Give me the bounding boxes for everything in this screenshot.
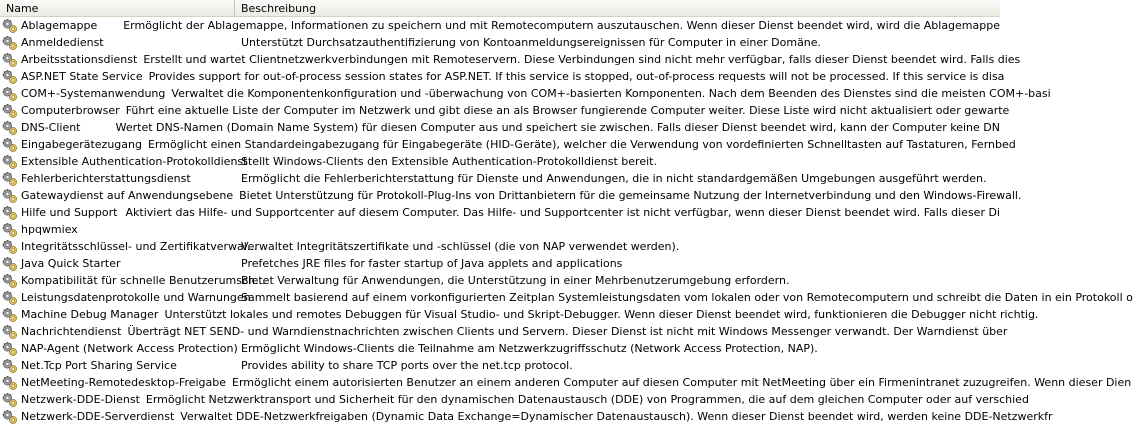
service-gear-icon bbox=[2, 273, 18, 289]
service-gear-icon bbox=[2, 358, 18, 374]
service-name-cell bbox=[0, 153, 248, 170]
service-name: Net.Tcp Port Sharing Service bbox=[21, 359, 177, 372]
service-name-cell bbox=[0, 51, 137, 68]
service-row[interactable] bbox=[0, 102, 1010, 119]
service-description: Stellt Windows-Clients den Extensible Authentication-Protokolldienst bereit. bbox=[241, 155, 657, 168]
service-gear-icon bbox=[2, 188, 18, 204]
column-header bbox=[0, 0, 1000, 17]
service-name-cell bbox=[0, 136, 142, 153]
service-row[interactable] bbox=[0, 374, 1132, 391]
service-name-cell bbox=[0, 238, 258, 255]
service-name: Gatewaydienst auf Anwendungsebene bbox=[21, 189, 234, 202]
service-row[interactable] bbox=[0, 340, 1000, 357]
service-description: Bietet Verwaltung für Anwendungen, die Unterstützung in einer Mehrbenutzerumgebung erfordern. bbox=[241, 274, 790, 287]
service-name: Ablagemappe bbox=[21, 19, 98, 32]
service-name: hpqwmiex bbox=[21, 223, 78, 236]
service-name: NAP-Agent (Network Access Protection) bbox=[21, 342, 238, 355]
service-name-cell bbox=[0, 170, 235, 187]
service-description: Unterstützt lokales und remotes Debuggen für Visual Studio- und Skript-Debugger. Wenn dieser Dienst beendet wird, funktionieren die Debugger nicht richtig. bbox=[164, 308, 1039, 321]
service-name-cell bbox=[0, 102, 120, 119]
service-gear-icon bbox=[2, 18, 18, 34]
service-row[interactable] bbox=[0, 17, 1000, 34]
service-row[interactable] bbox=[0, 221, 1000, 238]
service-name-cell bbox=[0, 34, 235, 51]
service-name: Kompatibilität für schnelle Benutzerumsch... bbox=[21, 274, 266, 287]
service-name: Computerbrowser bbox=[21, 104, 120, 117]
service-description: Wertet DNS-Namen (Domain Name System) für diesen Computer aus und speichert sie zwischen. Falls dieser Dienst beendet wird, kann der Computer keine DN bbox=[115, 121, 1000, 134]
service-row[interactable] bbox=[0, 85, 1051, 102]
service-description: Ermöglicht die Fehlerberichterstattung für Dienste und Anwendungen, die in nicht standardgemäßen Umgebungen ausgeführt werden. bbox=[241, 172, 987, 185]
column-header-name[interactable]: Name bbox=[0, 0, 235, 17]
service-name: Fehlerberichterstattungsdienst bbox=[21, 172, 191, 185]
service-row[interactable] bbox=[0, 136, 1016, 153]
service-description: Unterstützt Durchsatzauthentifizierung von Kontoanmeldungsereignissen für Computer in einer Domäne. bbox=[241, 36, 822, 49]
service-name-cell bbox=[0, 255, 235, 272]
service-row[interactable] bbox=[0, 306, 1039, 323]
service-name: Java Quick Starter bbox=[21, 257, 121, 270]
service-description: Prefetches JRE files for faster startup of Java applets and applications bbox=[241, 257, 623, 270]
service-row[interactable] bbox=[0, 68, 1005, 85]
service-name-cell bbox=[0, 68, 143, 85]
service-gear-icon bbox=[2, 69, 18, 85]
service-name-cell bbox=[0, 17, 117, 34]
service-row[interactable] bbox=[0, 170, 1000, 187]
service-gear-icon bbox=[2, 290, 18, 306]
service-description bbox=[235, 221, 1000, 238]
service-name: Leistungsdatenprotokolle und Warnungen bbox=[21, 291, 251, 304]
service-gear-icon bbox=[2, 375, 18, 391]
service-description: Ermöglicht der Ablagemappe, Informationen zu speichern und mit Remotecomputern auszutauschen. Wenn dieser Dienst beendet wird, wird die Ablagemappe bbox=[123, 19, 1000, 32]
service-description: Führt eine aktuelle Liste der Computer im Netzwerk und gibt diese an als Browser fungierende Computer weiter. Diese Liste wird nicht aktualisiert oder gewarte bbox=[125, 104, 1010, 117]
service-description: Überträgt NET SEND- und Warndienstnachrichten zwischen Clients und Servern. Dieser Dienst ist nicht mit Windows Messenger verwandt. Der Warndienst über bbox=[127, 325, 1008, 338]
service-description: Ermöglicht einem autorisierten Benutzer an einem anderen Computer auf diesen Computer mit NetMeeting über ein Firmenintranet zuzugreifen. Wenn dieser Dien bbox=[232, 376, 1132, 389]
service-name: Nachrichtendienst bbox=[21, 325, 122, 338]
service-row[interactable] bbox=[0, 408, 1053, 425]
service-row[interactable] bbox=[0, 204, 1000, 221]
service-name: NetMeeting-Remotedesktop-Freigabe bbox=[21, 376, 227, 389]
service-name: Eingabegerätezugang bbox=[21, 138, 142, 151]
service-name: Integritätsschlüssel- und Zertifikatverwal... bbox=[21, 240, 258, 253]
service-row[interactable] bbox=[0, 238, 1000, 255]
service-name-cell bbox=[0, 289, 251, 306]
service-gear-icon bbox=[2, 103, 18, 119]
service-description: Ermöglicht Windows-Clients die Teilnahme am Netzwerkzugriffsschutz (Network Access Protection, NAP). bbox=[241, 342, 818, 355]
service-name: DNS-Client bbox=[21, 121, 81, 134]
service-description: Bietet Unterstützung für Protokoll-Plug-Ins von Drittanbietern für die gemeinsame Nutzung der Internetverbindung und den Windows-Firewall. bbox=[239, 189, 1022, 202]
service-row[interactable] bbox=[0, 153, 1000, 170]
service-description: Aktiviert das Hilfe- und Supportcenter auf diesem Computer. Das Hilfe- und Supportcenter ist nicht verfügbar, wenn dieser Dienst beendet wird. Falls dieser Di bbox=[125, 206, 1000, 219]
service-gear-icon bbox=[2, 171, 18, 187]
service-row[interactable] bbox=[0, 323, 1008, 340]
service-name: Anmeldedienst bbox=[21, 36, 104, 49]
service-description: Ermöglicht Netzwerktransport und Sicherheit für den dynamischen Datenaustausch (DDE) von Programmen, die auf dem gleichen Computer oder auf verschied bbox=[145, 393, 1029, 406]
service-description: Verwaltet die Komponentenkonfiguration und -überwachung von COM+-basierten Komponenten. Nach dem Beenden des Dienstes sind die meisten COM+-basi bbox=[171, 87, 1051, 100]
service-name-cell bbox=[0, 306, 158, 323]
service-name-cell bbox=[0, 85, 165, 102]
service-row[interactable] bbox=[0, 357, 1000, 374]
service-row[interactable] bbox=[0, 391, 1029, 408]
service-name: Extensible Authentication-Protokolldienst bbox=[21, 155, 248, 168]
service-gear-icon bbox=[2, 307, 18, 323]
service-gear-icon bbox=[2, 324, 18, 340]
service-gear-icon bbox=[2, 409, 18, 425]
service-description: Sammelt basierend auf einem vorkonfigurierten Zeitplan Systemleistungsdaten vom lokalen oder von Remotecomputern und schreibt die Daten in ein Protokoll o bbox=[241, 291, 1133, 304]
service-description: Erstellt und wartet Clientnetzwerkverbindungen mit Remoteservern. Diese Verbindungen sind nicht mehr verfügbar, falls dieser Dienst beendet wird. Falls dies bbox=[143, 53, 1021, 66]
service-gear-icon bbox=[2, 154, 18, 170]
service-gear-icon bbox=[2, 256, 18, 272]
service-name-cell bbox=[0, 221, 235, 238]
service-gear-icon bbox=[2, 392, 18, 408]
service-name: ASP.NET State Service bbox=[21, 70, 143, 83]
service-gear-icon bbox=[2, 205, 18, 221]
service-row[interactable] bbox=[0, 119, 1000, 136]
service-name-cell bbox=[0, 272, 266, 289]
service-name-cell bbox=[0, 357, 235, 374]
service-gear-icon bbox=[2, 137, 18, 153]
service-name: Machine Debug Manager bbox=[21, 308, 159, 321]
service-description: Ermöglicht einen Standardeingabezugang für Eingabegeräte (HID-Geräte), welcher die Verwendung von vordefinierten Schnelltasten auf Tastaturen, Fernbed bbox=[147, 138, 1016, 151]
service-row[interactable] bbox=[0, 187, 1022, 204]
service-gear-icon bbox=[2, 239, 18, 255]
service-gear-icon bbox=[2, 341, 18, 357]
service-name: Netzwerk-DDE-Dienst bbox=[21, 393, 140, 406]
service-description: Provides ability to share TCP ports over the net.tcp protocol. bbox=[241, 359, 573, 372]
service-name: Netzwerk-DDE-Serverdienst bbox=[21, 410, 175, 423]
service-description: Provides support for out-of-process session states for ASP.NET. If this service is stopped, out-of-process requests will not be processed. If this service is disa bbox=[148, 70, 1005, 83]
service-name-cell bbox=[0, 408, 174, 425]
service-gear-icon bbox=[2, 86, 18, 102]
service-row[interactable] bbox=[0, 51, 1021, 68]
service-name-cell bbox=[0, 204, 120, 221]
service-name: Hilfe und Support bbox=[21, 206, 118, 219]
service-name-cell bbox=[0, 119, 110, 136]
service-description: Verwaltet Integritätszertifikate und -schlüssel (die von NAP verwendet werden). bbox=[241, 240, 680, 253]
service-gear-icon bbox=[2, 120, 18, 136]
column-header-description[interactable]: Beschreibung bbox=[241, 2, 317, 15]
services-rows bbox=[0, 17, 1133, 425]
service-gear-icon bbox=[2, 222, 18, 238]
service-row[interactable] bbox=[0, 272, 1000, 289]
service-name-cell bbox=[0, 374, 226, 391]
service-name: COM+-Systemanwendung bbox=[21, 87, 166, 100]
service-name-cell bbox=[0, 187, 233, 204]
service-name: Arbeitsstationsdienst bbox=[21, 53, 138, 66]
service-description: Verwaltet DDE-Netzwerkfreigaben (Dynamic Data Exchange=Dynamischer Datenaustausch). Wenn dieser Dienst beendet wird, werden keine DDE-Netzwerkfr bbox=[180, 410, 1053, 423]
service-row[interactable] bbox=[0, 34, 1000, 51]
service-gear-icon bbox=[2, 35, 18, 51]
service-name-cell bbox=[0, 340, 238, 357]
service-name-cell bbox=[0, 323, 121, 340]
service-gear-icon bbox=[2, 52, 18, 68]
service-row[interactable] bbox=[0, 289, 1133, 306]
service-row[interactable] bbox=[0, 255, 1000, 272]
service-name-cell bbox=[0, 391, 140, 408]
